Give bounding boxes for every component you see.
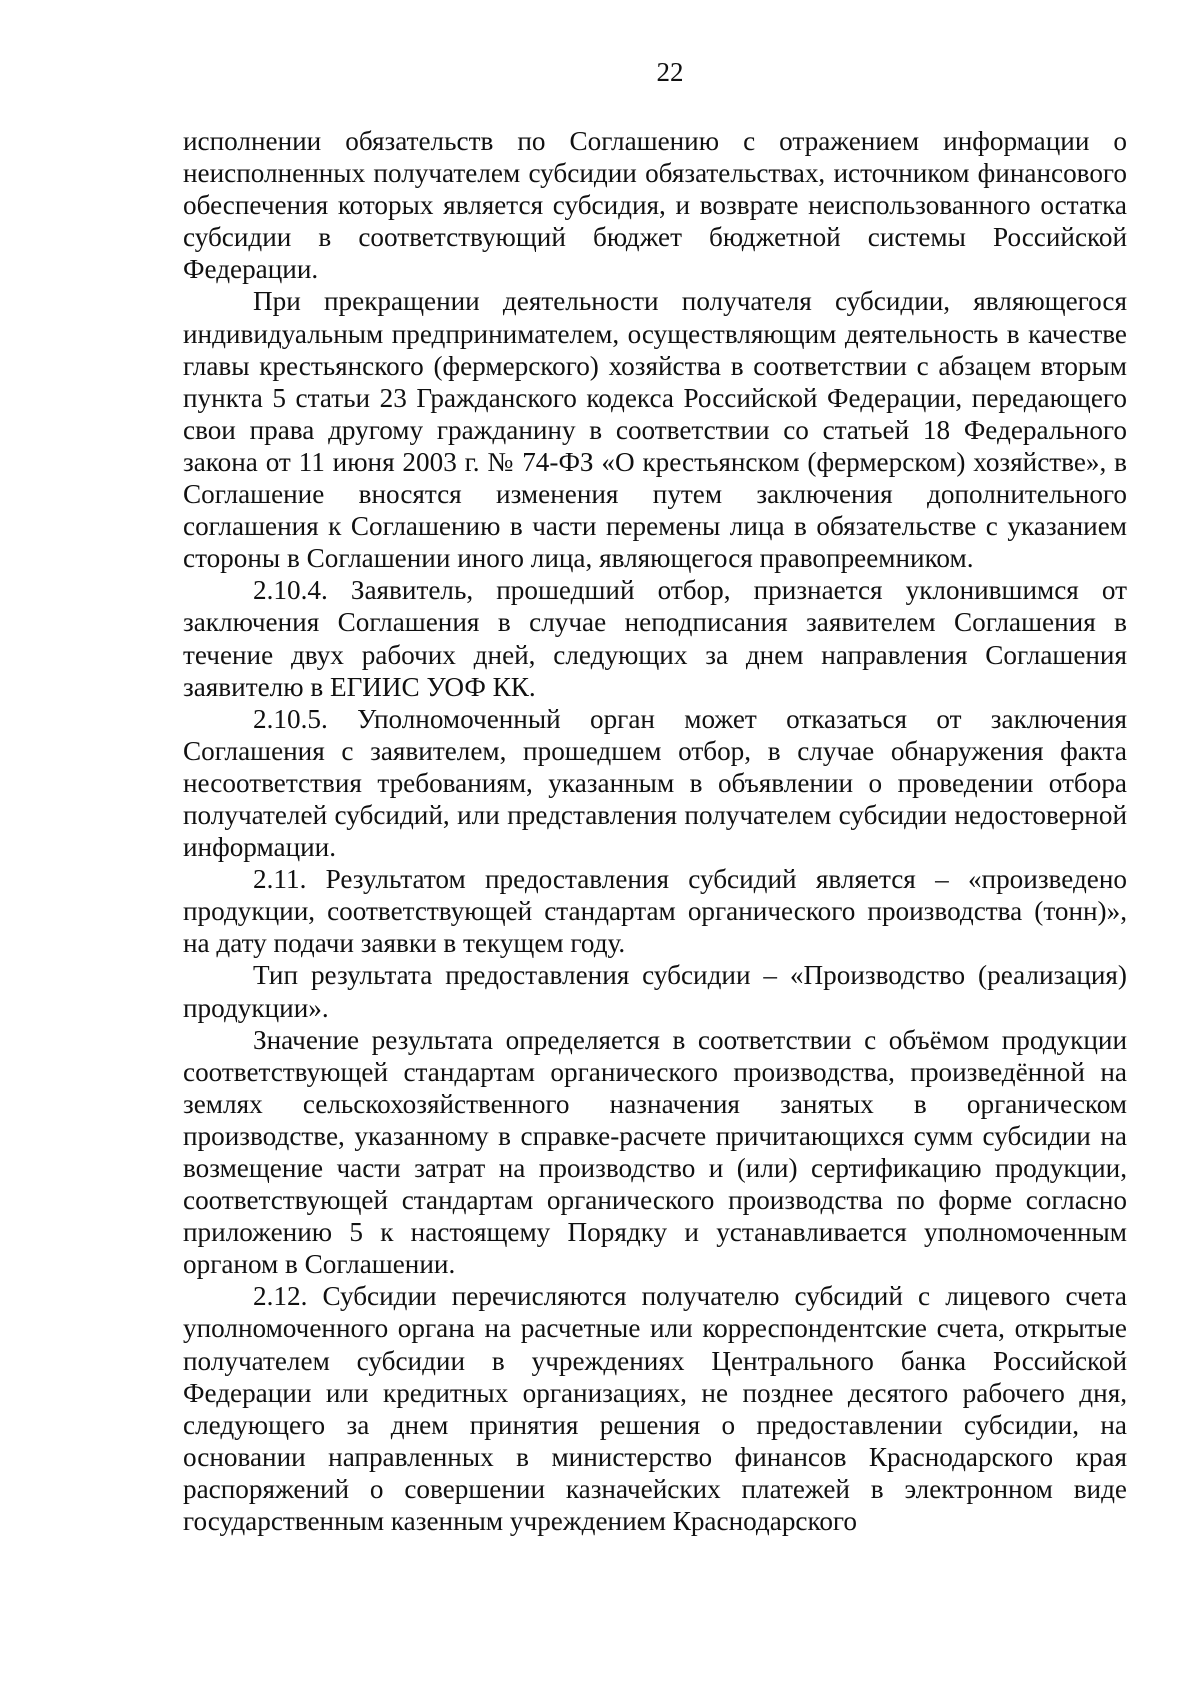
paragraph-result-type: Тип результата предоставления субсидии – «Производство (реализация) продукции». [183, 960, 1127, 1023]
paragraph-result-value: Значение результата определяется в соответствии с объёмом продукции соответствующей стандартам органического производства, произведённой на землях сельскохозяйственного назначения занятых в органическом производстве, указанному в справке-расчете причитающихся сумм субсидии на возмещение части затрат на производство и (или) сертификацию продукции, соответствующей стандартам органического производства по форме согласно приложению 5 к настоящему Порядку и устанавливается уполномоченным органом в Соглашении. [183, 1024, 1127, 1280]
paragraph-termination: При прекращении деятельности получателя субсидии, являющегося индивидуальным предпринимателем, осуществляющим деятельность в качестве главы крестьянского (фермерского) хозяйства в соответствии с абзацем вторым пункта 5 статьи 23 Гражданского кодекса Российской Федерации, передающего свои права другому гражданину в соответствии со статьей 18 Федерального закона от 11 июня 2003 г. № 74-ФЗ «О крестьянском (фермерском) хозяйстве», в Соглашение вносятся изменения путем заключения дополнительного соглашения к Соглашению в части перемены лица в обязательстве с указанием стороны в Соглашении иного лица, являющегося правопреемником. [183, 286, 1127, 574]
page-number: 22 [656, 57, 684, 87]
document-body [183, 125, 1127, 1537]
paragraph-continuation: исполнении обязательств по Соглашению с отражением информации о неисполненных получателем субсидии обязательствах, источником финансового обеспечения которых является субсидия, и возврате неиспользованного остатка субсидии в соответствующий бюджет бюджетной системы Российской Федерации. [183, 126, 1127, 285]
paragraph-2-10-5: 2.10.5. Уполномоченный орган может отказаться от заключения Соглашения с заявителем, прошедшем отбор, в случае обнаружения факта несоответствия требованиям, указанным в объявлении о проведении отбора получателей субсидий, или представления получателем субсидии недостоверной информации. [183, 703, 1127, 863]
paragraph-2-11: 2.11. Результатом предоставления субсидий является – «произведено продукции, соответствующей стандартам органического производства (тонн)», на дату подачи заявки в текущем году. [183, 864, 1127, 959]
paragraph-2-12: 2.12. Субсидии перечисляются получателю субсидий с лицевого счета уполномоченного органа на расчетные или корреспондентские счета, открытые получателем субсидии в учреждениях Центрального банка Российской Федерации или кредитных организациях, не позднее десятого рабочего дня, следующего за днем принятия решения о предоставлении субсидии, на основании направленных в министерство финансов Краснодарского края распоряжений о совершении казначейских платежей в электронном виде государственным казенным учреждением Краснодарского [183, 1281, 1127, 1537]
paragraph-2-10-4: 2.10.4. Заявитель, прошедший отбор, признается уклонившимся от заключения Соглашения в случае неподписания заявителем Соглашения в течение двух рабочих дней, следующих за днем направления Соглашения заявителю в ЕГИИС УОФ КК. [183, 575, 1127, 702]
